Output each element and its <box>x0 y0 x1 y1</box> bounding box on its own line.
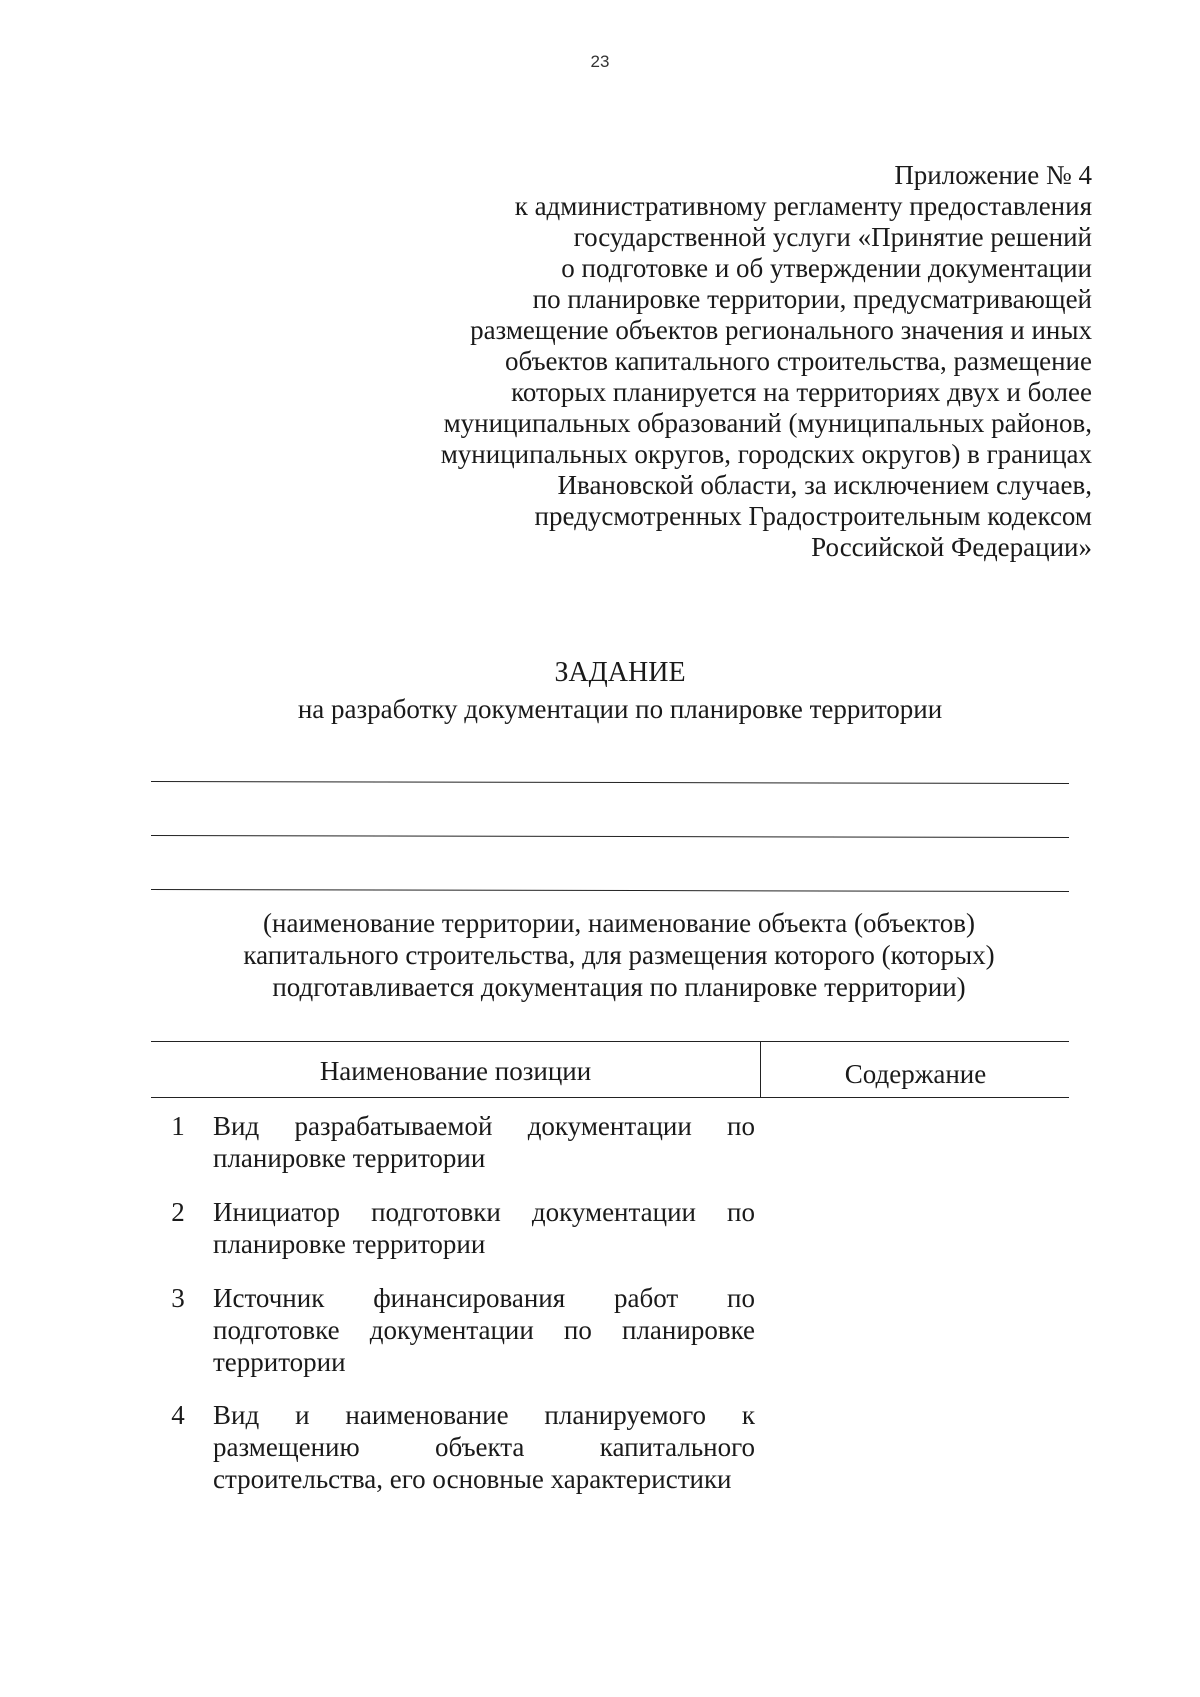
row-text-line: территории <box>213 1347 346 1377</box>
table-header-border <box>151 1097 1069 1098</box>
caption-line: подготавливается документация по планировке территории) <box>272 972 966 1002</box>
row-number: 3 <box>171 1283 185 1313</box>
row-number: 2 <box>171 1197 185 1227</box>
appendix-line: к административному регламенту предоставления <box>514 191 1092 221</box>
appendix-line: о подготовке и об утверждении документации <box>561 253 1092 283</box>
row-position-text <box>213 1110 755 1174</box>
appendix-line: размещение объектов регионального значения и иных <box>470 315 1092 345</box>
row-text-line: Инициатор подготовки документации по <box>213 1197 755 1227</box>
row-text-line: Вид и наименование планируемого к <box>213 1400 755 1430</box>
caption-line: капитального строительства, для размещения которого (которых) <box>243 940 995 970</box>
appendix-line: по планировке территории, предусматривающей <box>532 284 1092 314</box>
row-number: 1 <box>171 1111 185 1141</box>
fill-in-caption <box>0 907 1200 1003</box>
row-position-text <box>213 1196 755 1260</box>
row-text-line: Вид разрабатываемой документации по <box>213 1111 755 1141</box>
row-text-line: Источник финансирования работ по <box>213 1283 755 1313</box>
header-content: Содержание <box>844 1059 987 1089</box>
caption-line: (наименование территории, наименование объекта (объектов) <box>263 908 975 938</box>
appendix-line: Приложение № 4 <box>894 160 1092 190</box>
row-text-line: планировке территории <box>213 1143 486 1173</box>
row-text-line: строительства, его основные характеристики <box>213 1464 732 1494</box>
appendix-line: Ивановской области, за исключением случаев, <box>557 470 1092 500</box>
row-position-text <box>213 1282 755 1378</box>
page-number: 23 <box>590 52 610 71</box>
appendix-line: объектов капитального строительства, размещение <box>505 346 1092 376</box>
appendix-header <box>332 160 1092 563</box>
fill-in-line <box>151 835 1069 838</box>
document-title: ЗАДАНИЕ <box>554 657 686 688</box>
header-position-name: Наименование позиции <box>319 1056 592 1086</box>
appendix-line: государственной услуги «Принятие решений <box>573 222 1092 252</box>
fill-in-line <box>151 781 1069 784</box>
document-subtitle: на разработку документации по планировке территории <box>297 694 943 724</box>
appendix-line: Российской Федерации» <box>811 532 1092 562</box>
fill-in-line <box>151 889 1069 892</box>
table-top-border <box>151 1041 1069 1042</box>
row-position-text <box>213 1399 755 1495</box>
appendix-line: муниципальных образований (муниципальных районов, <box>443 408 1092 438</box>
table-column-divider <box>760 1041 761 1097</box>
row-text-line: планировке территории <box>213 1229 486 1259</box>
appendix-line: предусмотренных Градостроительным кодексом <box>534 501 1092 531</box>
appendix-line: муниципальных округов, городских округов) в границах <box>440 439 1092 469</box>
row-text-line: подготовке документации по планировке <box>213 1315 755 1345</box>
appendix-line: которых планируется на территориях двух и более <box>511 377 1092 407</box>
row-number: 4 <box>171 1400 185 1430</box>
row-text-line: размещению объекта капитального <box>213 1432 755 1462</box>
